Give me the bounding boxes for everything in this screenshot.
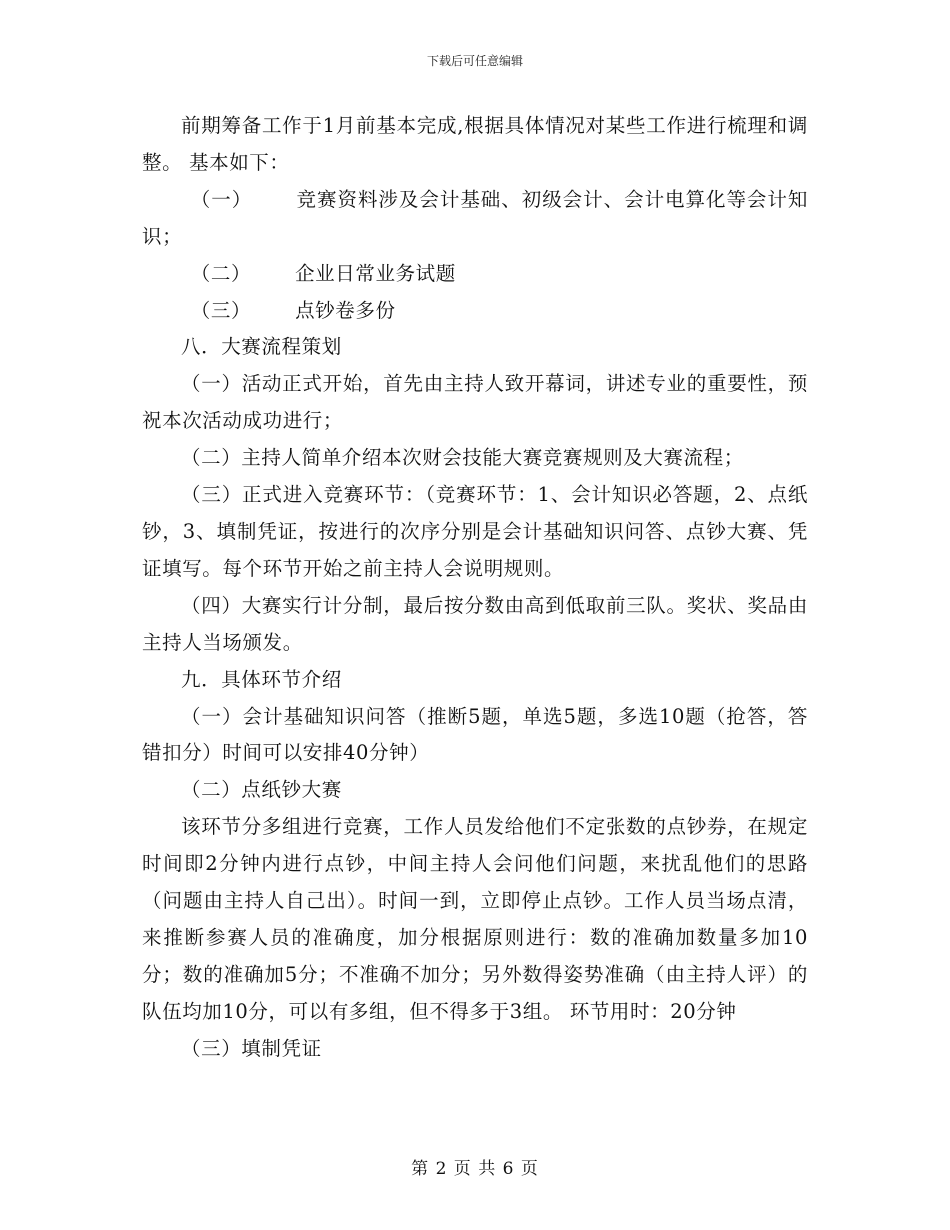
paragraph: （二）主持人简单介绍本次财会技能大赛竞赛规则及大赛流程； bbox=[181, 446, 744, 470]
section-heading-8: 八．大赛流程策划 bbox=[181, 335, 342, 359]
list-item-2 bbox=[142, 256, 808, 293]
document-body bbox=[142, 108, 808, 1068]
list-text: 点钞卷多份 bbox=[295, 298, 396, 322]
paragraph: （一）活动正式开始，首先由主持人致开幕词，讲述专业的重要性，预祝本次活动成功进行； bbox=[142, 372, 808, 433]
list-item-3 bbox=[142, 293, 808, 330]
paragraph: 该环节分多组进行竞赛，工作人员发给他们不定张数的点钞券，在规定时间即2分钟内进行点钞，中间主持人会问他们问题，来扰乱他们的思路（问题由主持人自己出）。时间一到，立即停止点钞。工作人员当场点清，来推断参赛人员的准确度，加分根据原则进行：数的准确加数量多加10分；数的准确加5分；不准确不加分；另外数得姿势准确（由主持人评）的队伍均加10分，可以有多组，但不得多于3组。 环节用时：20分钟 bbox=[142, 815, 808, 1023]
list-marker: （二） bbox=[190, 261, 252, 285]
list-item-1 bbox=[142, 182, 808, 256]
list-text: 企业日常业务试题 bbox=[295, 261, 456, 285]
paragraph: （三）正式进入竞赛环节：（竞赛环节：1、会计知识必答题，2、点纸钞，3、填制凭证，按进行的次序分别是会计基础知识问答、点钞大赛、凭证填写。每个环节开始之前主持人会说明规则。 bbox=[142, 483, 808, 580]
section-heading-9: 九．具体环节介绍 bbox=[181, 667, 342, 691]
list-text: 竞赛资料涉及会计基础、初级会计、会计电算化等会计知识； bbox=[142, 187, 808, 248]
list-marker: （一） bbox=[190, 187, 253, 211]
subheading: （三）填制凭证 bbox=[181, 1036, 322, 1060]
paragraph-intro: 前期筹备工作于1月前基本完成,根据具体情况对某些工作进行梳理和调整。 基本如下： bbox=[142, 114, 808, 174]
list-marker: （三） bbox=[190, 298, 252, 322]
paragraph: （一）会计基础知识问答（推断5题，单选5题，多选10题（抢答，答错扣分）时间可以安排40分钟） bbox=[142, 704, 808, 765]
paragraph: （四）大赛实行计分制，最后按分数由高到低取前三队。奖状、奖品由主持人当场颁发。 bbox=[142, 593, 808, 654]
page-header: 下载后可任意编辑 bbox=[426, 54, 523, 68]
subheading: （二）点纸钞大赛 bbox=[181, 778, 342, 802]
page-footer: 第 2 页 共 6 页 bbox=[411, 1159, 539, 1179]
